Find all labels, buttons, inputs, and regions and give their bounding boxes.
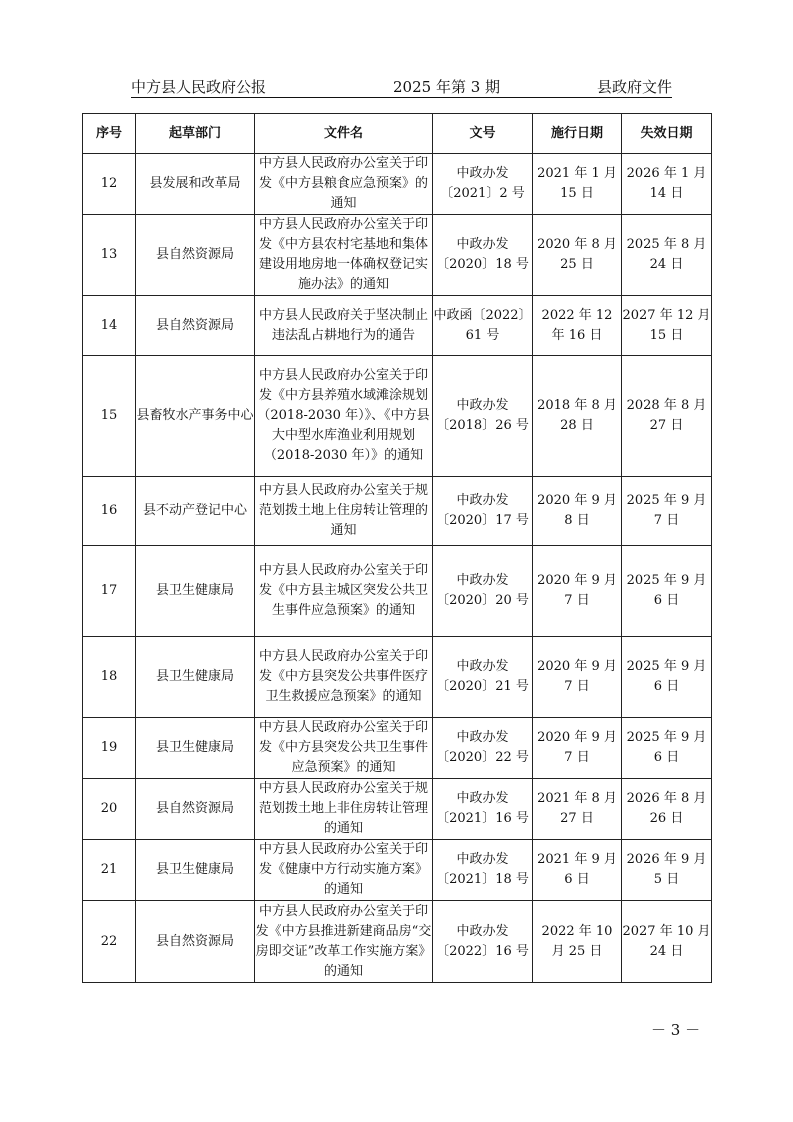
cell-doc-number: 中政办发〔2020〕21 号 — [433, 637, 533, 718]
cell-number: 13 — [83, 215, 136, 296]
cell-department: 县卫生健康局 — [136, 718, 255, 779]
cell-expiry-date: 2025 年 9 月 6 日 — [622, 718, 712, 779]
cell-number: 19 — [83, 718, 136, 779]
cell-expiry-date: 2025 年 9 月 6 日 — [622, 546, 712, 637]
cell-effective-date: 2021 年 1 月 15 日 — [533, 154, 622, 215]
document-table — [82, 113, 712, 983]
cell-number: 18 — [83, 637, 136, 718]
cell-effective-date: 2020 年 9 月 8 日 — [533, 477, 622, 546]
cell-department: 县自然资源局 — [136, 901, 255, 983]
cell-effective-date: 2021 年 9 月 6 日 — [533, 840, 622, 901]
table-row — [83, 840, 712, 901]
cell-title: 中方县人民政府关于坚决制止违法乱占耕地行为的通告 — [255, 296, 433, 356]
cell-title: 中方县人民政府办公室关于印发《中方县粮食应急预案》的通知 — [255, 154, 433, 215]
table-row — [83, 546, 712, 637]
col-header-expiry-date: 失效日期 — [622, 114, 712, 154]
cell-department: 县卫生健康局 — [136, 637, 255, 718]
cell-title: 中方县人民政府办公室关于印发《中方县主城区突发公共卫生事件应急预案》的通知 — [255, 546, 433, 637]
cell-title: 中方县人民政府办公室关于规范划拨土地上非住房转让管理的通知 — [255, 779, 433, 840]
issue-number: 2025 年第 3 期 — [393, 78, 501, 96]
cell-department: 县自然资源局 — [136, 215, 255, 296]
cell-number: 20 — [83, 779, 136, 840]
cell-doc-number: 中政办发〔2021〕16 号 — [433, 779, 533, 840]
cell-title: 中方县人民政府办公室关于印发《中方县突发公共卫生事件应急预案》的通知 — [255, 718, 433, 779]
col-header-department: 起草部门 — [136, 114, 255, 154]
cell-doc-number: 中政办发〔2020〕20 号 — [433, 546, 533, 637]
cell-effective-date: 2022 年 12 年 16 日 — [533, 296, 622, 356]
table-row — [83, 637, 712, 718]
table-header-row — [83, 114, 712, 154]
cell-effective-date: 2020 年 9 月 7 日 — [533, 718, 622, 779]
cell-number: 14 — [83, 296, 136, 356]
cell-expiry-date: 2026 年 1 月 14 日 — [622, 154, 712, 215]
cell-department: 县不动产登记中心 — [136, 477, 255, 546]
cell-expiry-date: 2025 年 8 月 24 日 — [622, 215, 712, 296]
section-title: 县政府文件 — [596, 78, 672, 96]
cell-doc-number: 中政办发〔2021〕18 号 — [433, 840, 533, 901]
table-row — [83, 718, 712, 779]
cell-doc-number: 中政办发〔2020〕17 号 — [433, 477, 533, 546]
cell-expiry-date: 2025 年 9 月 7 日 — [622, 477, 712, 546]
cell-department: 县发展和改革局 — [136, 154, 255, 215]
col-header-doc-number: 文号 — [433, 114, 533, 154]
cell-title: 中方县人民政府办公室关于印发《健康中方行动实施方案》的通知 — [255, 840, 433, 901]
cell-expiry-date: 2025 年 9 月 6 日 — [622, 637, 712, 718]
cell-number: 21 — [83, 840, 136, 901]
table-row — [83, 779, 712, 840]
cell-title: 中方县人民政府办公室关于印发《中方县养殖水域滩涂规划（2018-2030 年）》、《中方县大中型水库渔业利用规划（2018-2030 年）》的通知 — [255, 356, 433, 477]
col-header-effective-date: 施行日期 — [533, 114, 622, 154]
cell-doc-number: 中政办发〔2022〕16 号 — [433, 901, 533, 983]
cell-number: 16 — [83, 477, 136, 546]
cell-expiry-date: 2027 年 10 月 24 日 — [622, 901, 712, 983]
table-row — [83, 901, 712, 983]
cell-effective-date: 2020 年 8 月 25 日 — [533, 215, 622, 296]
cell-effective-date: 2022 年 10 月 25 日 — [533, 901, 622, 983]
cell-doc-number: 中政办发〔2018〕26 号 — [433, 356, 533, 477]
table-row — [83, 154, 712, 215]
cell-number: 22 — [83, 901, 136, 983]
cell-department: 县畜牧水产事务中心 — [136, 356, 255, 477]
table-row — [83, 356, 712, 477]
page-number: － 3 － — [651, 1021, 701, 1039]
cell-expiry-date: 2026 年 9 月 5 日 — [622, 840, 712, 901]
cell-department: 县自然资源局 — [136, 296, 255, 356]
cell-number: 12 — [83, 154, 136, 215]
table-row — [83, 296, 712, 356]
col-header-title: 文件名 — [255, 114, 433, 154]
cell-expiry-date: 2027 年 12 月 15 日 — [622, 296, 712, 356]
cell-department: 县自然资源局 — [136, 779, 255, 840]
cell-doc-number: 中政办发〔2021〕2 号 — [433, 154, 533, 215]
cell-department: 县卫生健康局 — [136, 840, 255, 901]
cell-doc-number: 中政办发〔2020〕18 号 — [433, 215, 533, 296]
cell-doc-number: 中政办发〔2020〕22 号 — [433, 718, 533, 779]
cell-title: 中方县人民政府办公室关于印发《中方县农村宅基地和集体建设用地房地一体确权登记实施办法》的通知 — [255, 215, 433, 296]
cell-number: 17 — [83, 546, 136, 637]
page-header — [131, 77, 672, 98]
cell-effective-date: 2021 年 8 月 27 日 — [533, 779, 622, 840]
col-header-number: 序号 — [83, 114, 136, 154]
cell-title: 中方县人民政府办公室关于印发《中方县突发公共事件医疗卫生救援应急预案》的通知 — [255, 637, 433, 718]
table-row — [83, 477, 712, 546]
cell-effective-date: 2020 年 9 月 7 日 — [533, 546, 622, 637]
cell-department: 县卫生健康局 — [136, 546, 255, 637]
cell-doc-number: 中政函〔2022〕61 号 — [433, 296, 533, 356]
cell-number: 15 — [83, 356, 136, 477]
table-row — [83, 215, 712, 296]
cell-title: 中方县人民政府办公室关于印发《中方县推进新建商品房“交房即交证”改革工作实施方案》的通知 — [255, 901, 433, 983]
cell-expiry-date: 2028 年 8 月 27 日 — [622, 356, 712, 477]
cell-title: 中方县人民政府办公室关于规范划拨土地上住房转让管理的通知 — [255, 477, 433, 546]
cell-expiry-date: 2026 年 8 月 26 日 — [622, 779, 712, 840]
cell-effective-date: 2018 年 8 月 28 日 — [533, 356, 622, 477]
cell-effective-date: 2020 年 9 月 7 日 — [533, 637, 622, 718]
bulletin-name: 中方县人民政府公报 — [131, 78, 267, 96]
